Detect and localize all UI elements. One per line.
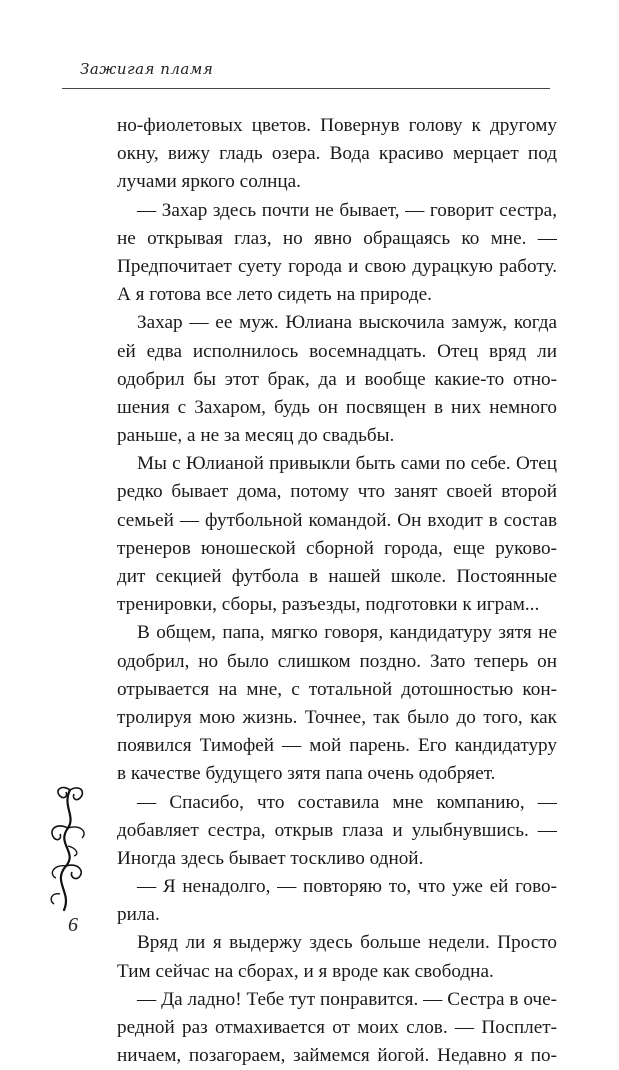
text-line: лучами яркого солнца.: [117, 171, 301, 193]
text-line: одобрил бы этот брак, да и вообще какие-то отно-: [117, 368, 557, 390]
text-line: А я готова все лето сидеть на природе.: [117, 284, 432, 306]
text-line: тренеров юношеской сборной города, еще руково-: [117, 537, 557, 559]
text-line: В общем, папа, мягко говоря, кандидатуру зятя не: [137, 622, 557, 644]
text-line: шения с Захаром, будь он посвящен в них немного: [117, 396, 557, 418]
text-line: не открывая глаз, но явно обращаясь ко мне. —: [117, 227, 557, 249]
text-line: — Захар здесь почти не бывает, — говорит сестра,: [137, 199, 557, 221]
text-line: тролируя мою жизнь. Точнее, так было до того, как: [117, 706, 557, 728]
text-line: Тим сейчас на сборах, и я вроде как свободна.: [117, 960, 494, 982]
text-line: рила.: [117, 904, 160, 926]
text-line: одобрил, но было слишком поздно. Зато теперь он: [117, 650, 557, 672]
text-line: раньше, а не за месяц до свадьбы.: [117, 425, 395, 447]
text-line: окну, вижу гладь озера. Вода красиво мерцает под: [117, 143, 557, 165]
text-line: ей едва исполнилось восемнадцать. Отец вряд ли: [117, 340, 557, 362]
text-line: редко бывает дома, потому что занят своей второй: [117, 481, 557, 503]
text-line: ничаем, позагораем, займемся йогой. Недавно я по-: [117, 1045, 557, 1067]
page-number: 6: [68, 914, 78, 936]
text-line: Иногда здесь бывает тоскливо одной.: [117, 847, 424, 869]
text-line: Мы с Юлианой привыкли быть сами по себе. Отец: [137, 453, 557, 475]
text-line: дит секцией футбола в нашей школе. Постоянные: [117, 566, 557, 587]
header-rule: [62, 88, 550, 89]
text-line: — Да ладно! Тебе тут понравится. — Сестра в оче-: [137, 988, 557, 1010]
text-line: Вряд ли я выдержу здесь больше недели. Просто: [137, 932, 557, 954]
text-line: но-фиолетовых цветов. Повернув голову к другому: [117, 115, 557, 136]
text-line: Предпочитает суету города и свою дурацкую работу.: [117, 255, 557, 277]
text-line: — Я ненадолго, — повторяю то, что уже ей гово-: [137, 876, 557, 898]
body-text: [117, 112, 557, 1070]
floral-ornament-icon: [42, 782, 92, 912]
text-line: в качестве будущего зятя папа очень одобряет.: [117, 763, 496, 785]
text-line: редной раз отмахивается от моих слов. — Посплет-: [117, 1017, 557, 1038]
text-line: тренировки, сборы, разъезды, подготовки к играм...: [117, 594, 540, 616]
text-line: семьей — футбольной командой. Он входит в состав: [117, 509, 557, 531]
text-line: добавляет сестра, открыв глаза и улыбнувшись. —: [117, 819, 557, 841]
running-title: Зажигая пламя: [80, 60, 214, 78]
text-line: отрывается на мне, с тотальной дотошностью кон-: [117, 678, 557, 700]
text-line: Захар — ее муж. Юлиана выскочила замуж, когда: [137, 312, 557, 334]
text-line: — Спасибо, что составила мне компанию, —: [137, 791, 557, 813]
text-line: появился Тимофей — мой парень. Его кандидатуру: [117, 735, 557, 757]
